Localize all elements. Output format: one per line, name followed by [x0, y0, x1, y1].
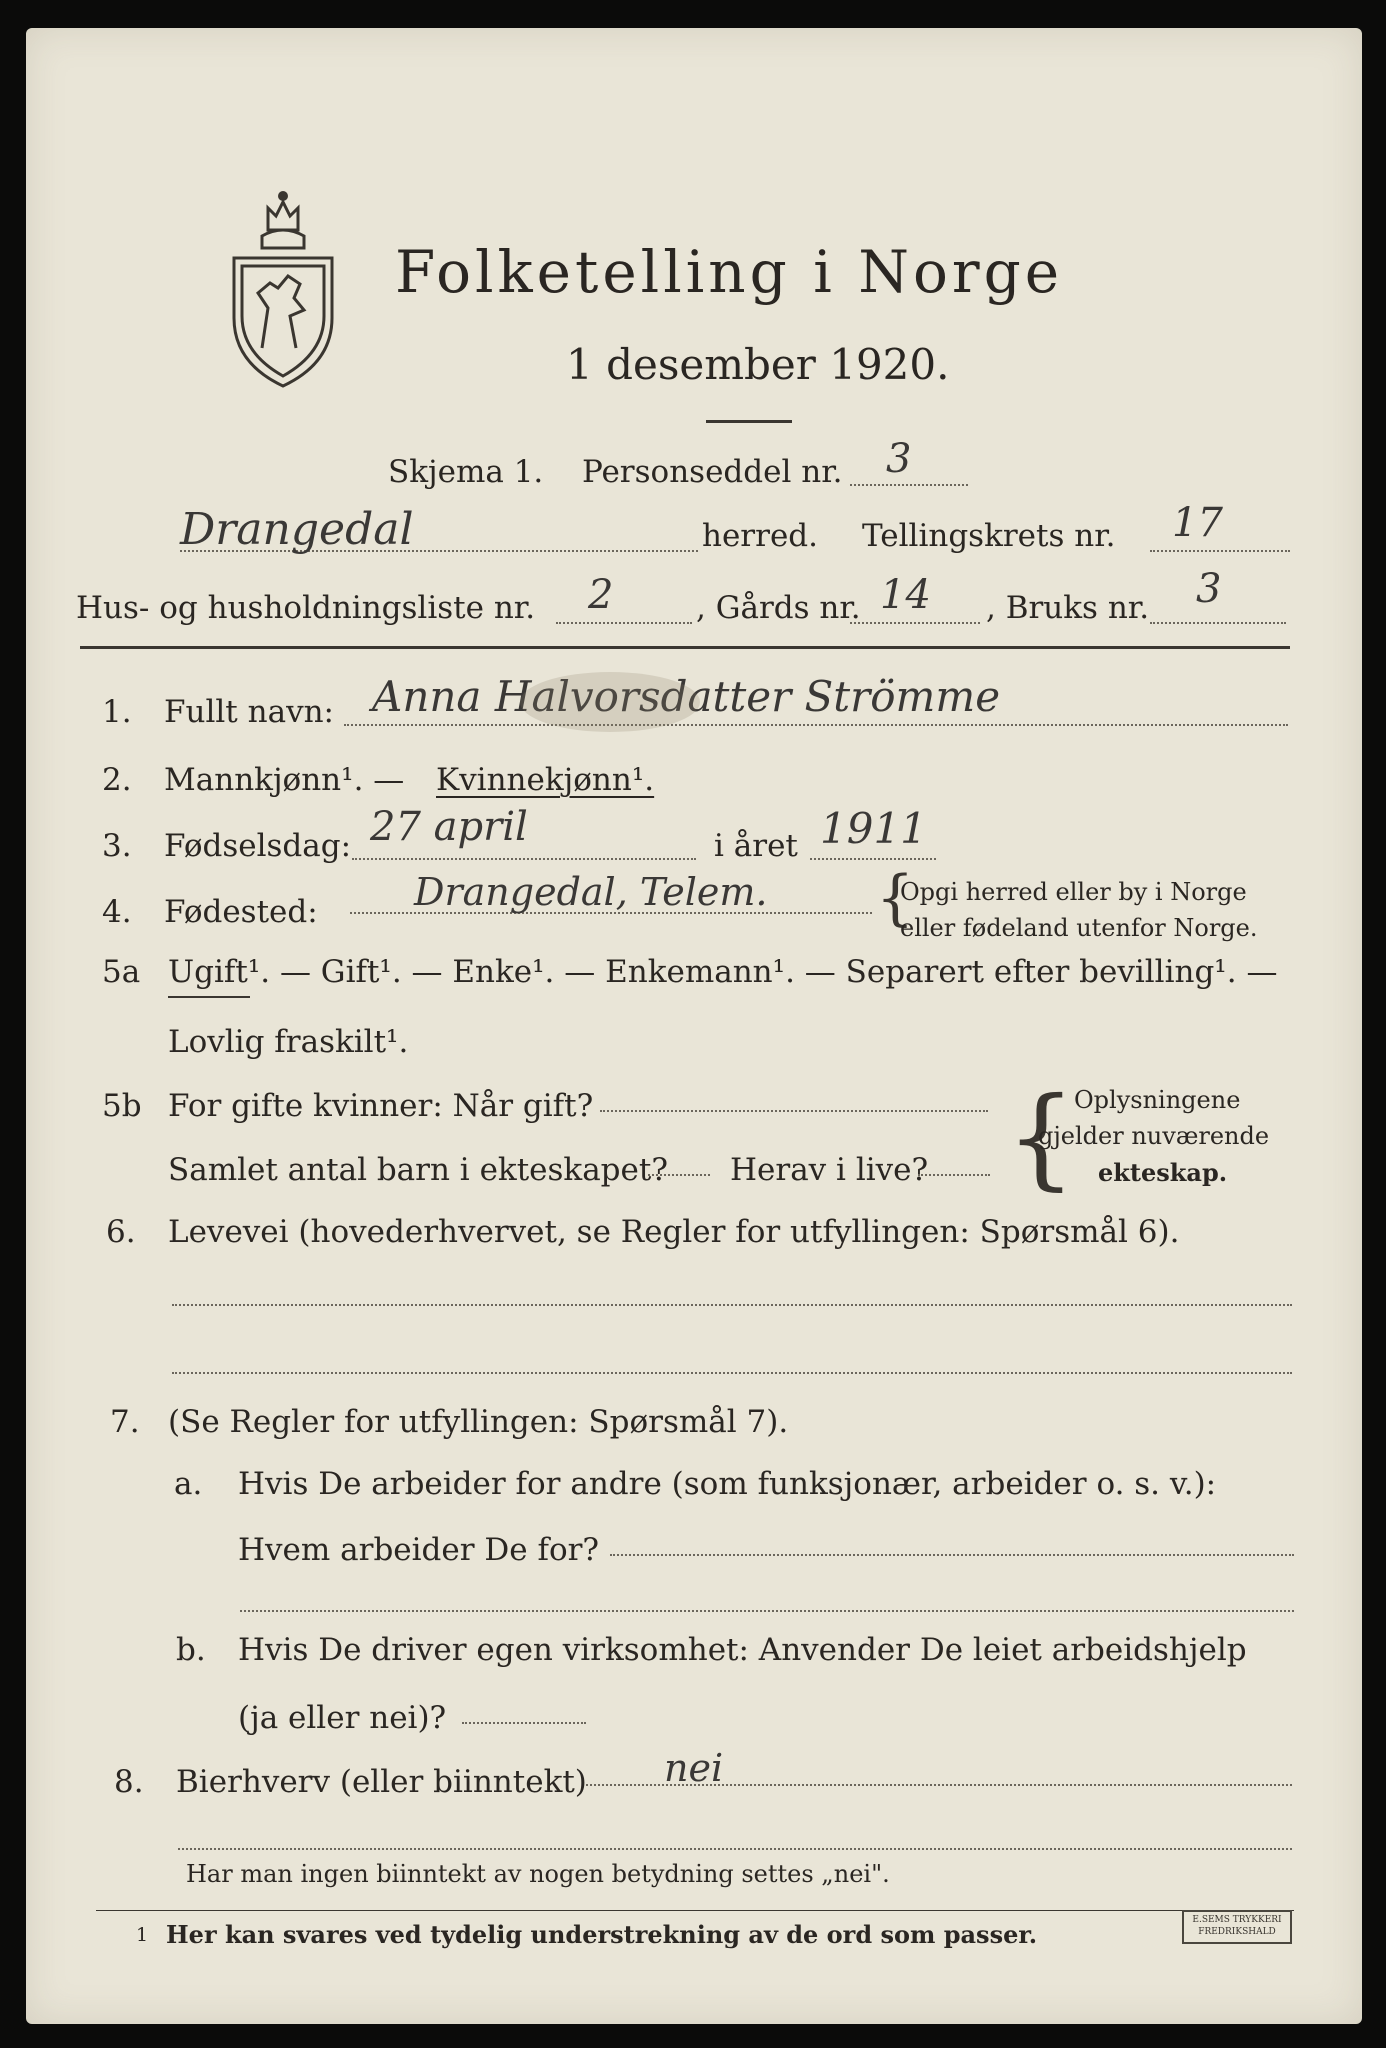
herred-value: Drangedal	[180, 504, 414, 555]
bruks-label: , Bruks nr.	[986, 590, 1150, 626]
q1-label: Fullt navn:	[164, 694, 334, 730]
year-label: i året	[714, 828, 798, 864]
tellingskrets-value: 17	[1172, 500, 1223, 546]
q8-note: Har man ingen biinntekt av nogen betydning settes „nei".	[186, 1860, 890, 1888]
full-name-value: Anna Halvorsdatter Strömme	[372, 672, 1001, 721]
year-field[interactable]	[810, 858, 936, 860]
personseddel-label: Personseddel nr.	[582, 454, 843, 490]
footer-separator	[96, 1910, 1294, 1911]
birthday-field[interactable]	[352, 858, 696, 860]
side-income-value: nei	[664, 1746, 724, 1790]
q7a-letter: a.	[174, 1466, 203, 1502]
children-alive-field[interactable]	[918, 1174, 990, 1176]
hus-value: 2	[588, 572, 614, 618]
q7a-line2: Hvem arbeider De for?	[238, 1532, 600, 1568]
gards-label: , Gårds nr.	[696, 590, 861, 626]
ink-stain	[520, 672, 700, 732]
q2-number: 2.	[102, 762, 132, 798]
personseddel-field[interactable]	[850, 484, 968, 486]
form-date: 1 desember 1920.	[566, 340, 950, 389]
q6-number: 6.	[106, 1214, 136, 1250]
employer-field-1[interactable]	[610, 1554, 1294, 1556]
gards-value: 14	[880, 572, 931, 618]
q7b-line1: Hvis De driver egen virksomhet: Anvender De leiet arbeidshjelp	[238, 1632, 1247, 1668]
q1-number: 1.	[102, 694, 132, 730]
q5b-note-bracket: {	[1006, 1073, 1076, 1201]
q2-female-option[interactable]: Kvinnekjønn¹.	[436, 762, 655, 798]
q5a-number: 5a	[102, 954, 141, 990]
q3-label: Fødselsdag:	[164, 828, 352, 864]
hus-label: Hus- og husholdningsliste nr.	[76, 590, 536, 626]
bruks-field[interactable]	[1150, 622, 1286, 624]
hired-help-field[interactable]	[462, 1722, 586, 1724]
q5b-note-line2: gjelder nuværende	[1038, 1122, 1270, 1150]
married-date-field[interactable]	[600, 1110, 988, 1112]
q5b-line1: For gifte kvinner: Når gift?	[168, 1088, 594, 1124]
birthday-value: 27 april	[370, 804, 528, 850]
personseddel-value: 3	[886, 436, 912, 482]
q4-note-line2: eller fødeland utenfor Norge.	[900, 914, 1258, 942]
birthplace-value: Drangedal, Telem.	[414, 870, 768, 914]
q3-number: 3.	[102, 828, 132, 864]
q6-label: Levevei (hovederhvervet, se Regler for utfyllingen: Spørsmål 6).	[168, 1214, 1180, 1250]
bruks-value: 3	[1196, 566, 1222, 612]
side-income-field-2[interactable]	[178, 1848, 1292, 1850]
occupation-field-2[interactable]	[172, 1372, 1292, 1374]
stamp-line1: E.SEMS TRYKKERI	[1192, 1915, 1282, 1925]
q7a-line1: Hvis De arbeider for andre (som funksjonær, arbeider o. s. v.):	[238, 1466, 1217, 1502]
q4-number: 4.	[102, 894, 132, 930]
q4-label: Fødested:	[164, 894, 318, 930]
q5a-options-line2[interactable]: Lovlig fraskilt¹.	[168, 1024, 409, 1060]
q5b-note-line3: ekteskap.	[1098, 1158, 1228, 1187]
footnote-text: Her kan svares ved tydelig understrekning av de ord som passer.	[166, 1920, 1038, 1949]
q5b-children-label: Samlet antal barn i ekteskapet?	[168, 1152, 668, 1188]
skjema-label: Skjema 1.	[388, 454, 544, 490]
stamp-line2: FREDRIKSHALD	[1198, 1927, 1276, 1937]
herred-label: herred.	[702, 518, 818, 554]
q8-number: 8.	[114, 1764, 144, 1800]
title-divider	[706, 420, 792, 423]
form-title: Folketelling i Norge	[395, 238, 1064, 306]
q5b-alive-label: Herav i live?	[730, 1152, 929, 1188]
occupation-field-1[interactable]	[172, 1304, 1292, 1306]
q7-label: (Se Regler for utfyllingen: Spørsmål 7).	[168, 1404, 789, 1440]
hus-field[interactable]	[556, 622, 692, 624]
printer-stamp	[1182, 1910, 1292, 1944]
year-value: 1911	[820, 804, 927, 853]
footnote-mark: 1	[136, 1924, 149, 1946]
gards-field[interactable]	[850, 622, 980, 624]
q5b-note-line1: Oplysningene	[1074, 1086, 1241, 1114]
q5a-options[interactable]: Ugift¹. — Gift¹. — Enke¹. — Enkemann¹. — Separert efter bevilling¹. —	[168, 954, 1278, 990]
children-count-field[interactable]	[648, 1174, 710, 1176]
q2-male-option[interactable]: Mannkjønn¹. —	[164, 762, 405, 798]
ugift-underline	[168, 996, 250, 998]
q7b-line2: (ja eller nei)?	[238, 1700, 447, 1736]
employer-field-2[interactable]	[240, 1610, 1294, 1612]
norwegian-coat-of-arms-icon	[228, 188, 338, 388]
tellingskrets-label: Tellingskrets nr.	[862, 518, 1116, 554]
q4-note-bracket: {	[876, 863, 915, 933]
q5b-number: 5b	[102, 1088, 142, 1124]
q7-number: 7.	[110, 1404, 140, 1440]
tellingskrets-field[interactable]	[1150, 550, 1290, 552]
q4-note-line1: Opgi herred eller by i Norge	[900, 878, 1247, 906]
header-separator	[80, 646, 1290, 649]
full-name-field[interactable]	[344, 724, 1288, 726]
q8-label: Bierhverv (eller biinntekt)	[176, 1764, 587, 1800]
q7b-letter: b.	[176, 1632, 206, 1668]
